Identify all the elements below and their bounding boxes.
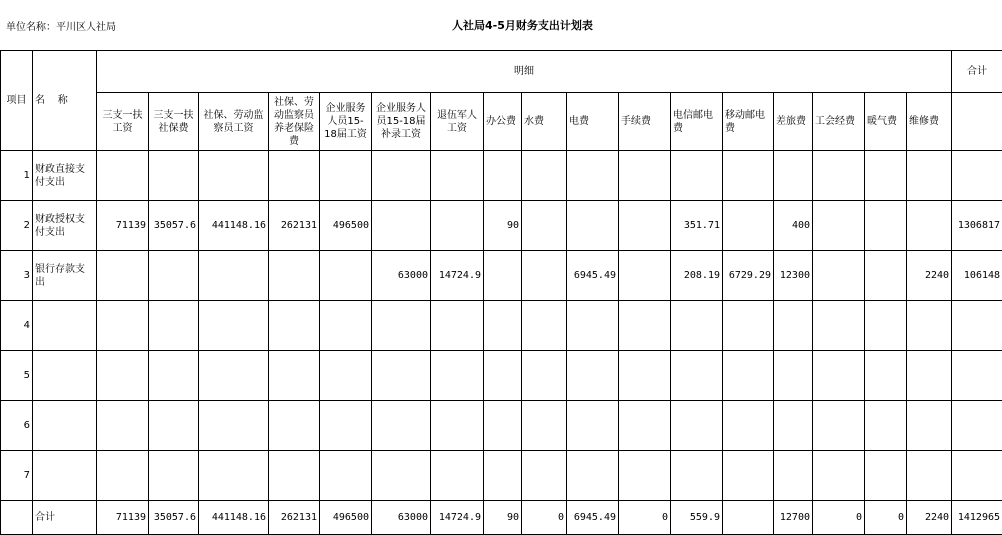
- cell-c1: [97, 151, 149, 201]
- cell-c14: [774, 351, 813, 401]
- cell-c14: [774, 451, 813, 501]
- cell-c4: [269, 351, 320, 401]
- table-row: [1, 301, 1002, 351]
- sum-c7: 14724.9: [431, 501, 484, 535]
- cell-c14: [774, 301, 813, 351]
- sum-c4: 262131: [269, 501, 320, 535]
- cell-total: 106148: [952, 251, 1002, 301]
- header-row-2: [1, 93, 1002, 151]
- cell-c12: [671, 351, 723, 401]
- cell-c3: 441148.16: [199, 201, 269, 251]
- cell-c1: [97, 401, 149, 451]
- cell-c5: 496500: [320, 201, 372, 251]
- col-c12: 电信邮电费: [671, 93, 723, 151]
- cell-c8: [484, 351, 522, 401]
- cell-c15: [813, 401, 865, 451]
- cell-c17: 2240: [907, 251, 952, 301]
- cell-c3: [199, 251, 269, 301]
- row-name: 财政直接支付支出: [33, 151, 97, 201]
- cell-total: [952, 401, 1002, 451]
- cell-c16: [865, 301, 907, 351]
- cell-c15: [813, 301, 865, 351]
- sum-c5: 496500: [320, 501, 372, 535]
- cell-c7: 14724.9: [431, 251, 484, 301]
- col-total: 合计: [952, 51, 1002, 93]
- cell-c13: [723, 201, 774, 251]
- cell-c15: [813, 251, 865, 301]
- cell-c9: [522, 201, 567, 251]
- cell-c13: [723, 301, 774, 351]
- cell-c13: [723, 151, 774, 201]
- col-c6: 企业服务人员15-18届补录工资: [372, 93, 431, 151]
- cell-c8: [484, 151, 522, 201]
- cell-total: [952, 301, 1002, 351]
- cell-c2: [149, 401, 199, 451]
- col-c9: 水费: [522, 93, 567, 151]
- cell-c14: 400: [774, 201, 813, 251]
- cell-c8: 90: [484, 201, 522, 251]
- row-name: 财政授权支付支出: [33, 201, 97, 251]
- cell-c13: [723, 351, 774, 401]
- cell-c6: [372, 201, 431, 251]
- sum-c1: 71139: [97, 501, 149, 535]
- cell-c6: [372, 301, 431, 351]
- row-index: 2: [1, 201, 33, 251]
- cell-c9: [522, 151, 567, 201]
- cell-c4: [269, 251, 320, 301]
- sum-total: 1412965: [952, 501, 1002, 535]
- row-index: 6: [1, 401, 33, 451]
- cell-c7: [431, 401, 484, 451]
- col-c5: 企业服务人员15-18届工资: [320, 93, 372, 151]
- cell-c7: [431, 351, 484, 401]
- row-index: 4: [1, 301, 33, 351]
- cell-c15: [813, 451, 865, 501]
- cell-c2: [149, 451, 199, 501]
- col-item: 项目: [1, 51, 33, 151]
- cell-total: [952, 451, 1002, 501]
- cell-c3: [199, 301, 269, 351]
- row-name: [33, 351, 97, 401]
- cell-c17: [907, 401, 952, 451]
- cell-c7: [431, 301, 484, 351]
- sum-c16: 0: [865, 501, 907, 535]
- cell-c10: [567, 401, 619, 451]
- cell-c8: [484, 451, 522, 501]
- col-c1: 三支一扶工资: [97, 93, 149, 151]
- cell-c9: [522, 301, 567, 351]
- cell-c3: [199, 401, 269, 451]
- cell-c17: [907, 201, 952, 251]
- cell-c11: [619, 301, 671, 351]
- col-c17: 维修费: [907, 93, 952, 151]
- row-index: 7: [1, 451, 33, 501]
- cell-c15: [813, 351, 865, 401]
- cell-c5: [320, 151, 372, 201]
- sum-c10: 6945.49: [567, 501, 619, 535]
- cell-c16: [865, 451, 907, 501]
- cell-c6: [372, 151, 431, 201]
- cell-c2: [149, 251, 199, 301]
- cell-c9: [522, 351, 567, 401]
- sheet-header: [0, 0, 1002, 52]
- row-name: [33, 401, 97, 451]
- cell-c8: [484, 301, 522, 351]
- sum-label: 合计: [33, 501, 97, 535]
- table-row: [1, 201, 1002, 251]
- col-c14: 差旅费: [774, 93, 813, 151]
- cell-c5: [320, 251, 372, 301]
- table-row: [1, 351, 1002, 401]
- col-total-blank: [952, 93, 1002, 151]
- cell-c5: [320, 401, 372, 451]
- table-body: [1, 151, 1002, 501]
- cell-c4: [269, 301, 320, 351]
- cell-c4: [269, 401, 320, 451]
- cell-c10: [567, 201, 619, 251]
- sum-c11: 0: [619, 501, 671, 535]
- col-c15: 工会经费: [813, 93, 865, 151]
- cell-c17: [907, 451, 952, 501]
- table-row: [1, 151, 1002, 201]
- unit-label: 单位名称：平川区人社局: [6, 22, 116, 33]
- cell-c3: [199, 351, 269, 401]
- cell-c14: [774, 151, 813, 201]
- cell-c16: [865, 351, 907, 401]
- cell-c10: 6945.49: [567, 251, 619, 301]
- cell-c13: [723, 401, 774, 451]
- cell-c8: [484, 251, 522, 301]
- sheet-title: 人社局4-5月财务支出计划表: [452, 19, 593, 32]
- row-index: 5: [1, 351, 33, 401]
- row-name: [33, 451, 97, 501]
- row-index: 1: [1, 151, 33, 201]
- cell-c3: [199, 151, 269, 201]
- cell-c16: [865, 201, 907, 251]
- sum-c12: 559.9: [671, 501, 723, 535]
- cell-c1: [97, 351, 149, 401]
- cell-c1: [97, 251, 149, 301]
- cell-c14: 12300: [774, 251, 813, 301]
- cell-c11: [619, 351, 671, 401]
- cell-c5: [320, 351, 372, 401]
- cell-c17: [907, 351, 952, 401]
- cell-c5: [320, 451, 372, 501]
- cell-c10: [567, 301, 619, 351]
- row-name: [33, 301, 97, 351]
- cell-c17: [907, 301, 952, 351]
- sum-c13: [723, 501, 774, 535]
- cell-c6: [372, 451, 431, 501]
- cell-c16: [865, 401, 907, 451]
- cell-c3: [199, 451, 269, 501]
- sum-c2: 35057.6: [149, 501, 199, 535]
- col-c2: 三支一扶社保费: [149, 93, 199, 151]
- cell-c11: [619, 201, 671, 251]
- cell-c6: [372, 351, 431, 401]
- cell-c17: [907, 151, 952, 201]
- col-detail: 明细: [97, 51, 952, 93]
- cell-c4: 262131: [269, 201, 320, 251]
- cell-c11: [619, 151, 671, 201]
- col-c8: 办公费: [484, 93, 522, 151]
- expense-table: [0, 50, 1002, 535]
- cell-c14: [774, 401, 813, 451]
- col-c7: 退伍军人工资: [431, 93, 484, 151]
- cell-c2: [149, 151, 199, 201]
- sum-c14: 12700: [774, 501, 813, 535]
- sum-c15: 0: [813, 501, 865, 535]
- sum-c8: 90: [484, 501, 522, 535]
- cell-c1: [97, 301, 149, 351]
- row-name: 银行存款支出: [33, 251, 97, 301]
- cell-total: 1306817: [952, 201, 1002, 251]
- cell-c11: [619, 251, 671, 301]
- cell-c12: 351.71: [671, 201, 723, 251]
- cell-c13: [723, 451, 774, 501]
- col-c13: 移动邮电费: [723, 93, 774, 151]
- cell-total: [952, 151, 1002, 201]
- cell-c7: [431, 201, 484, 251]
- sum-c9: 0: [522, 501, 567, 535]
- cell-c5: [320, 301, 372, 351]
- col-c16: 暖气费: [865, 93, 907, 151]
- cell-c9: [522, 451, 567, 501]
- cell-c9: [522, 251, 567, 301]
- cell-c1: [97, 451, 149, 501]
- cell-c1: 71139: [97, 201, 149, 251]
- cell-c12: [671, 151, 723, 201]
- cell-c16: [865, 251, 907, 301]
- cell-c15: [813, 151, 865, 201]
- cell-c11: [619, 401, 671, 451]
- table-row: [1, 451, 1002, 501]
- sum-c3: 441148.16: [199, 501, 269, 535]
- sum-row: [1, 501, 1002, 535]
- row-index: 3: [1, 251, 33, 301]
- cell-c7: [431, 451, 484, 501]
- cell-c4: [269, 451, 320, 501]
- col-c11: 手续费: [619, 93, 671, 151]
- cell-c10: [567, 351, 619, 401]
- cell-c6: 63000: [372, 251, 431, 301]
- sum-idx: [1, 501, 33, 535]
- cell-c12: [671, 301, 723, 351]
- cell-c2: [149, 351, 199, 401]
- cell-c11: [619, 451, 671, 501]
- cell-c10: [567, 151, 619, 201]
- col-c3: 社保、劳动监察员工资: [199, 93, 269, 151]
- cell-c15: [813, 201, 865, 251]
- cell-c13: 6729.29: [723, 251, 774, 301]
- cell-c2: 35057.6: [149, 201, 199, 251]
- cell-c16: [865, 151, 907, 201]
- cell-c4: [269, 151, 320, 201]
- sum-c6: 63000: [372, 501, 431, 535]
- col-c10: 电费: [567, 93, 619, 151]
- cell-c2: [149, 301, 199, 351]
- cell-c7: [431, 151, 484, 201]
- sum-c17: 2240: [907, 501, 952, 535]
- col-name: 名 称: [33, 51, 97, 151]
- cell-c12: [671, 401, 723, 451]
- cell-c10: [567, 451, 619, 501]
- cell-c8: [484, 401, 522, 451]
- cell-c9: [522, 401, 567, 451]
- cell-c6: [372, 401, 431, 451]
- header-row-1: [1, 51, 1002, 93]
- cell-c12: [671, 451, 723, 501]
- table-row: [1, 251, 1002, 301]
- cell-c12: 208.19: [671, 251, 723, 301]
- cell-total: [952, 351, 1002, 401]
- col-c4: 社保、劳动监察员养老保险费: [269, 93, 320, 151]
- table-row: [1, 401, 1002, 451]
